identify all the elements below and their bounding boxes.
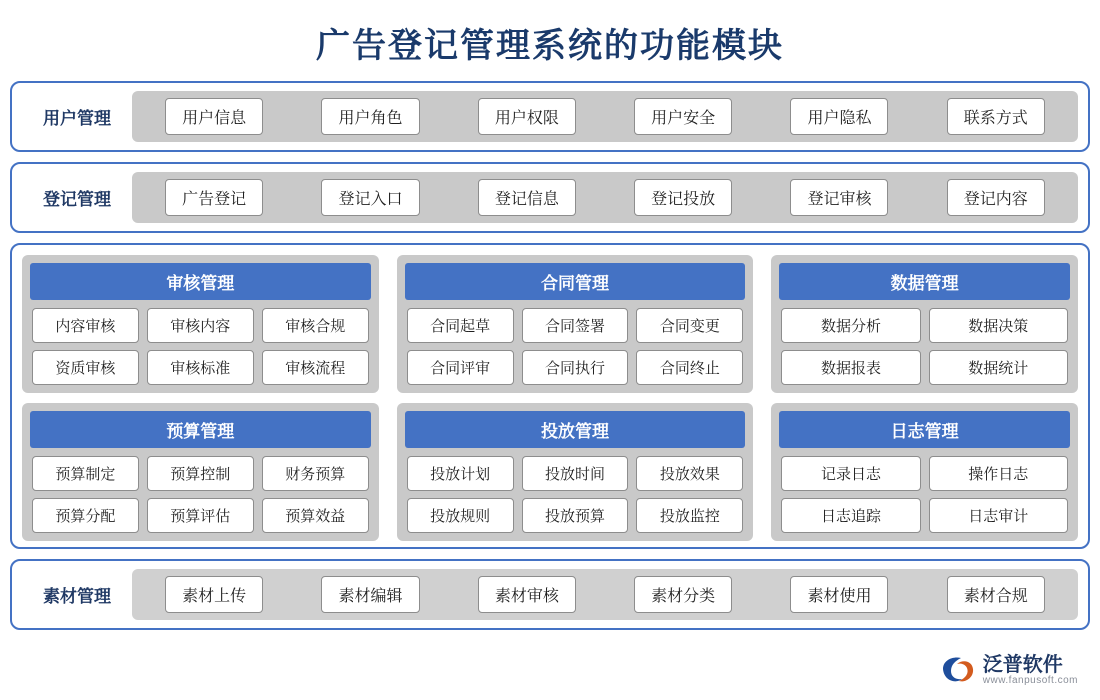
- chip-register-5[interactable]: 登记内容: [947, 179, 1045, 216]
- cell-contract-0[interactable]: 合同起草: [407, 308, 514, 343]
- section-core-modules: [10, 243, 1090, 549]
- chip-register-3[interactable]: 登记投放: [634, 179, 732, 216]
- section-register-management: [10, 162, 1090, 233]
- chip-row-user: [132, 91, 1078, 142]
- cell-audit-3[interactable]: 资质审核: [32, 350, 139, 385]
- chip-user-2[interactable]: 用户权限: [478, 98, 576, 135]
- card-audit-management: [22, 255, 379, 393]
- chip-row-register: [132, 172, 1078, 223]
- chip-register-0[interactable]: 广告登记: [165, 179, 263, 216]
- brand-name: 泛普软件: [982, 653, 1063, 676]
- card-title-audit: 审核管理: [30, 263, 371, 300]
- cell-audit-2[interactable]: 审核合规: [262, 308, 369, 343]
- cell-data-2[interactable]: 数据报表: [781, 350, 920, 385]
- card-body-contract: [397, 308, 754, 385]
- chip-user-1[interactable]: 用户角色: [321, 98, 419, 135]
- cell-delivery-4[interactable]: 投放预算: [522, 498, 629, 533]
- chip-register-2[interactable]: 登记信息: [478, 179, 576, 216]
- cell-delivery-0[interactable]: 投放计划: [407, 456, 514, 491]
- page-title: 广告登记管理系统的功能模块: [316, 28, 784, 65]
- cell-data-0[interactable]: 数据分析: [781, 308, 920, 343]
- cell-delivery-1[interactable]: 投放时间: [522, 456, 629, 491]
- cell-log-2[interactable]: 日志追踪: [781, 498, 920, 533]
- chip-material-4[interactable]: 素材使用: [790, 576, 888, 613]
- card-body-budget: [22, 456, 379, 533]
- cell-contract-3[interactable]: 合同评审: [407, 350, 514, 385]
- cell-contract-1[interactable]: 合同签署: [522, 308, 629, 343]
- card-title-data: 数据管理: [779, 263, 1070, 300]
- section-material-management: [10, 559, 1090, 630]
- brand-footer: [941, 655, 1078, 687]
- card-title-contract: 合同管理: [405, 263, 746, 300]
- cell-log-0[interactable]: 记录日志: [781, 456, 920, 491]
- cell-audit-1[interactable]: 审核内容: [147, 308, 254, 343]
- card-contract-management: [397, 255, 754, 393]
- section-user-management: [10, 81, 1090, 152]
- card-log-management: [771, 403, 1078, 541]
- cell-delivery-5[interactable]: 投放监控: [636, 498, 743, 533]
- chip-user-4[interactable]: 用户隐私: [790, 98, 888, 135]
- cell-audit-4[interactable]: 审核标准: [147, 350, 254, 385]
- chip-user-0[interactable]: 用户信息: [165, 98, 263, 135]
- cell-data-1[interactable]: 数据决策: [929, 308, 1068, 343]
- cell-budget-5[interactable]: 预算效益: [262, 498, 369, 533]
- card-title-log: 日志管理: [779, 411, 1070, 448]
- chip-register-1[interactable]: 登记入口: [321, 179, 419, 216]
- card-body-delivery: [397, 456, 754, 533]
- cell-audit-0[interactable]: 内容审核: [32, 308, 139, 343]
- chip-material-0[interactable]: 素材上传: [165, 576, 263, 613]
- card-budget-management: [22, 403, 379, 541]
- chip-user-5[interactable]: 联系方式: [947, 98, 1045, 135]
- cell-contract-5[interactable]: 合同终止: [636, 350, 743, 385]
- cell-contract-4[interactable]: 合同执行: [522, 350, 629, 385]
- section-label-user: 用户管理: [43, 109, 111, 128]
- cell-budget-4[interactable]: 预算评估: [147, 498, 254, 533]
- cell-contract-2[interactable]: 合同变更: [636, 308, 743, 343]
- cell-log-1[interactable]: 操作日志: [929, 456, 1068, 491]
- cell-budget-1[interactable]: 预算控制: [147, 456, 254, 491]
- cell-budget-0[interactable]: 预算制定: [32, 456, 139, 491]
- fanpu-logo-icon: [941, 655, 975, 685]
- cell-log-3[interactable]: 日志审计: [929, 498, 1068, 533]
- card-title-delivery: 投放管理: [405, 411, 746, 448]
- card-delivery-management: [397, 403, 754, 541]
- section-label-register: 登记管理: [43, 190, 111, 209]
- cell-data-3[interactable]: 数据统计: [929, 350, 1068, 385]
- cell-delivery-2[interactable]: 投放效果: [636, 456, 743, 491]
- chip-material-2[interactable]: 素材审核: [478, 576, 576, 613]
- chip-material-1[interactable]: 素材编辑: [321, 576, 419, 613]
- cell-budget-2[interactable]: 财务预算: [262, 456, 369, 491]
- card-title-budget: 预算管理: [30, 411, 371, 448]
- section-label-material: 素材管理: [43, 587, 111, 606]
- card-data-management: [771, 255, 1078, 393]
- chip-user-3[interactable]: 用户安全: [634, 98, 732, 135]
- cell-budget-3[interactable]: 预算分配: [32, 498, 139, 533]
- card-body-data: [771, 308, 1078, 385]
- chip-register-4[interactable]: 登记审核: [790, 179, 888, 216]
- brand-url: www.fanpusoft.com: [982, 674, 1078, 686]
- cell-audit-5[interactable]: 审核流程: [262, 350, 369, 385]
- card-body-audit: [22, 308, 379, 385]
- chip-material-3[interactable]: 素材分类: [634, 576, 732, 613]
- card-body-log: [771, 456, 1078, 533]
- chip-row-material: [132, 569, 1078, 620]
- chip-material-5[interactable]: 素材合规: [947, 576, 1045, 613]
- cell-delivery-3[interactable]: 投放规则: [407, 498, 514, 533]
